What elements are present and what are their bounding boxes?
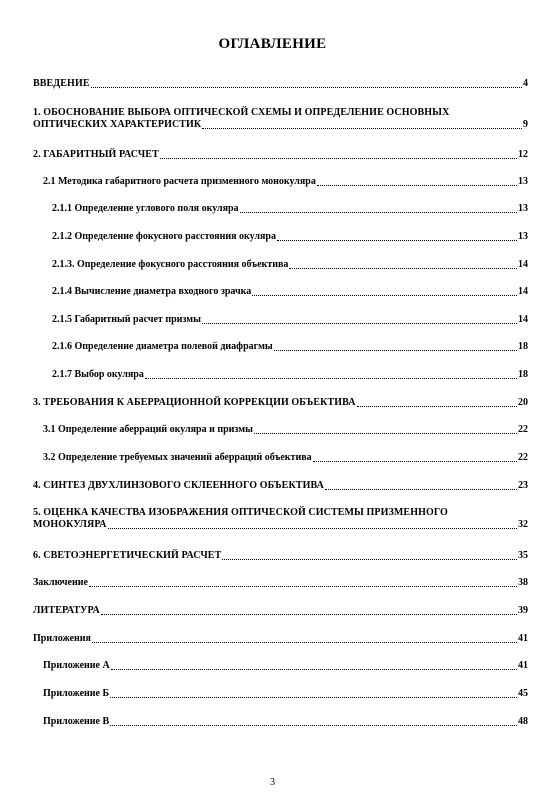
toc-entry-text: 2.1.4 Вычисление диаметра входного зрачка bbox=[52, 286, 252, 297]
toc-page-number: 12 bbox=[518, 149, 528, 160]
toc-leader-dots bbox=[101, 613, 517, 615]
toc-leader-dots bbox=[254, 432, 517, 434]
toc-entry-section-2[interactable] bbox=[33, 149, 528, 161]
toc-entry-section-2-1-7[interactable] bbox=[52, 369, 528, 381]
toc-leader-dots bbox=[92, 641, 517, 643]
toc-leader-dots bbox=[110, 724, 517, 726]
toc-page-number: 22 bbox=[518, 424, 528, 435]
toc-leader-dots bbox=[202, 127, 522, 129]
toc-page-number: 22 bbox=[518, 452, 528, 463]
toc-entry-text: 2.1.1 Определение углового поля окуляра bbox=[52, 203, 239, 214]
toc-leader-dots bbox=[89, 585, 517, 587]
toc-leader-dots bbox=[108, 527, 517, 529]
toc-entry-text-line1: 5. ОЦЕНКА КАЧЕСТВА ИЗОБРАЖЕНИЯ ОПТИЧЕСКОЙ СИСТЕМЫ ПРИЗМЕННОГО bbox=[33, 507, 448, 518]
toc-leader-dots bbox=[145, 377, 517, 379]
toc-entry-text: Приложение В bbox=[43, 716, 110, 727]
toc-entry-appendix-v[interactable] bbox=[43, 716, 528, 728]
toc-entry-text: ВВЕДЕНИЕ bbox=[33, 78, 90, 89]
toc-entry-section-1[interactable] bbox=[33, 107, 528, 131]
toc-entry-text-line2: ОПТИЧЕСКИХ ХАРАКТЕРИСТИК bbox=[33, 119, 202, 130]
toc-page-number: 45 bbox=[518, 688, 528, 699]
toc-page-number: 18 bbox=[518, 369, 528, 380]
toc-leader-dots bbox=[317, 184, 517, 186]
toc-entry-text: Приложения bbox=[33, 633, 91, 644]
toc-leader-dots bbox=[91, 86, 522, 88]
toc-title: ОГЛАВЛЕНИЕ bbox=[218, 36, 327, 52]
toc-page-number: 14 bbox=[518, 314, 528, 325]
toc-page-number: 18 bbox=[518, 341, 528, 352]
toc-page-number: 4 bbox=[523, 78, 528, 89]
toc-entry-text: 2.1.7 Выбор окуляра bbox=[52, 369, 144, 380]
toc-entry-text: 3.2 Определение требуемых значений аберраций объектива bbox=[43, 452, 312, 463]
toc-entry-text: Заключение bbox=[33, 577, 88, 588]
toc-entry-section-5[interactable] bbox=[33, 507, 528, 531]
toc-entry-text: 6. СВЕТОЭНЕРГЕТИЧЕСКИЙ РАСЧЕТ bbox=[33, 550, 222, 561]
toc-leader-dots bbox=[357, 405, 517, 407]
toc-page-number: 9 bbox=[523, 119, 528, 130]
toc-entry-section-2-1-3[interactable] bbox=[52, 259, 528, 271]
toc-entry-text: 2.1.5 Габаритный расчет призмы bbox=[52, 314, 201, 325]
toc-entry-section-2-1-2[interactable] bbox=[52, 231, 528, 243]
toc-entry-section-2-1-5[interactable] bbox=[52, 314, 528, 326]
toc-entry-appendices[interactable] bbox=[33, 633, 528, 645]
toc-entry-section-2-1-6[interactable] bbox=[52, 341, 528, 353]
page-number: 3 bbox=[270, 777, 275, 788]
toc-page-number: 48 bbox=[518, 716, 528, 727]
toc-leader-dots bbox=[289, 267, 517, 269]
toc-page-number: 35 bbox=[518, 550, 528, 561]
toc-page-number: 20 bbox=[518, 397, 528, 408]
toc-entry-conclusion[interactable] bbox=[33, 577, 528, 589]
toc-page-number: 13 bbox=[518, 176, 528, 187]
toc-entry-section-2-1-4[interactable] bbox=[52, 286, 528, 298]
toc-page-number: 41 bbox=[518, 633, 528, 644]
toc-entry-text-line1: 1. ОБОСНОВАНИЕ ВЫБОРА ОПТИЧЕСКОЙ СХЕМЫ И ОПРЕДЕЛЕНИЕ ОСНОВНЫХ bbox=[33, 107, 450, 118]
toc-entry-text: 2. ГАБАРИТНЫЙ РАСЧЕТ bbox=[33, 149, 159, 160]
toc-entry-text: Приложение А bbox=[43, 660, 110, 671]
toc-entry-text: 2.1 Методика габаритного расчета призменного монокуляра bbox=[43, 176, 316, 187]
toc-leader-dots bbox=[313, 460, 517, 462]
toc-page-number: 32 bbox=[518, 519, 528, 530]
toc-entry-text-line2: МОНОКУЛЯРА bbox=[33, 519, 107, 530]
toc-leader-dots bbox=[277, 239, 517, 241]
toc-entry-text: 2.1.3. Определение фокусного расстояния объектива bbox=[52, 259, 289, 270]
toc-page-number: 13 bbox=[518, 203, 528, 214]
toc-entry-text: 2.1.6 Определение диаметра полевой диафрагмы bbox=[52, 341, 273, 352]
toc-entry-text: ЛИТЕРАТУРА bbox=[33, 605, 100, 616]
toc-leader-dots bbox=[222, 558, 517, 560]
toc-page-number: 38 bbox=[518, 577, 528, 588]
toc-leader-dots bbox=[252, 294, 517, 296]
toc-entry-section-3[interactable] bbox=[33, 397, 528, 409]
toc-leader-dots bbox=[325, 488, 517, 490]
toc-page-number: 14 bbox=[518, 259, 528, 270]
toc-entry-literature[interactable] bbox=[33, 605, 528, 617]
toc-entry-section-4[interactable] bbox=[33, 480, 528, 492]
toc-leader-dots bbox=[110, 696, 517, 698]
toc-entry-section-6[interactable] bbox=[33, 550, 528, 562]
toc-entry-appendix-a[interactable] bbox=[43, 660, 528, 672]
toc-entry-section-3-2[interactable] bbox=[43, 452, 528, 464]
toc-leader-dots bbox=[111, 668, 517, 670]
toc-entry-section-2-1-1[interactable] bbox=[52, 203, 528, 215]
toc-leader-dots bbox=[274, 349, 517, 351]
toc-entry-text: Приложение Б bbox=[43, 688, 110, 699]
toc-leader-dots bbox=[240, 211, 517, 213]
toc-page-number: 39 bbox=[518, 605, 528, 616]
toc-entry-introduction[interactable] bbox=[33, 78, 528, 90]
toc-entry-section-3-1[interactable] bbox=[43, 424, 528, 436]
toc-leader-dots bbox=[160, 157, 517, 159]
toc-entry-text: 2.1.2 Определение фокусного расстояния окуляра bbox=[52, 231, 276, 242]
toc-entry-appendix-b[interactable] bbox=[43, 688, 528, 700]
toc-entry-section-2-1[interactable] bbox=[43, 176, 528, 188]
toc-entry-text: 3. ТРЕБОВАНИЯ К АБЕРРАЦИОННОЙ КОРРЕКЦИИ ОБЪЕКТИВА bbox=[33, 397, 356, 408]
toc-page-number: 13 bbox=[518, 231, 528, 242]
toc-page-number: 23 bbox=[518, 480, 528, 491]
toc-entry-text: 3.1 Определение аберраций окуляра и призмы bbox=[43, 424, 253, 435]
toc-page-number: 14 bbox=[518, 286, 528, 297]
toc-entry-text: 4. СИНТЕЗ ДВУХЛИНЗОВОГО СКЛЕЕННОГО ОБЪЕКТИВА bbox=[33, 480, 324, 491]
toc-page-number: 41 bbox=[518, 660, 528, 671]
toc-leader-dots bbox=[202, 322, 517, 324]
